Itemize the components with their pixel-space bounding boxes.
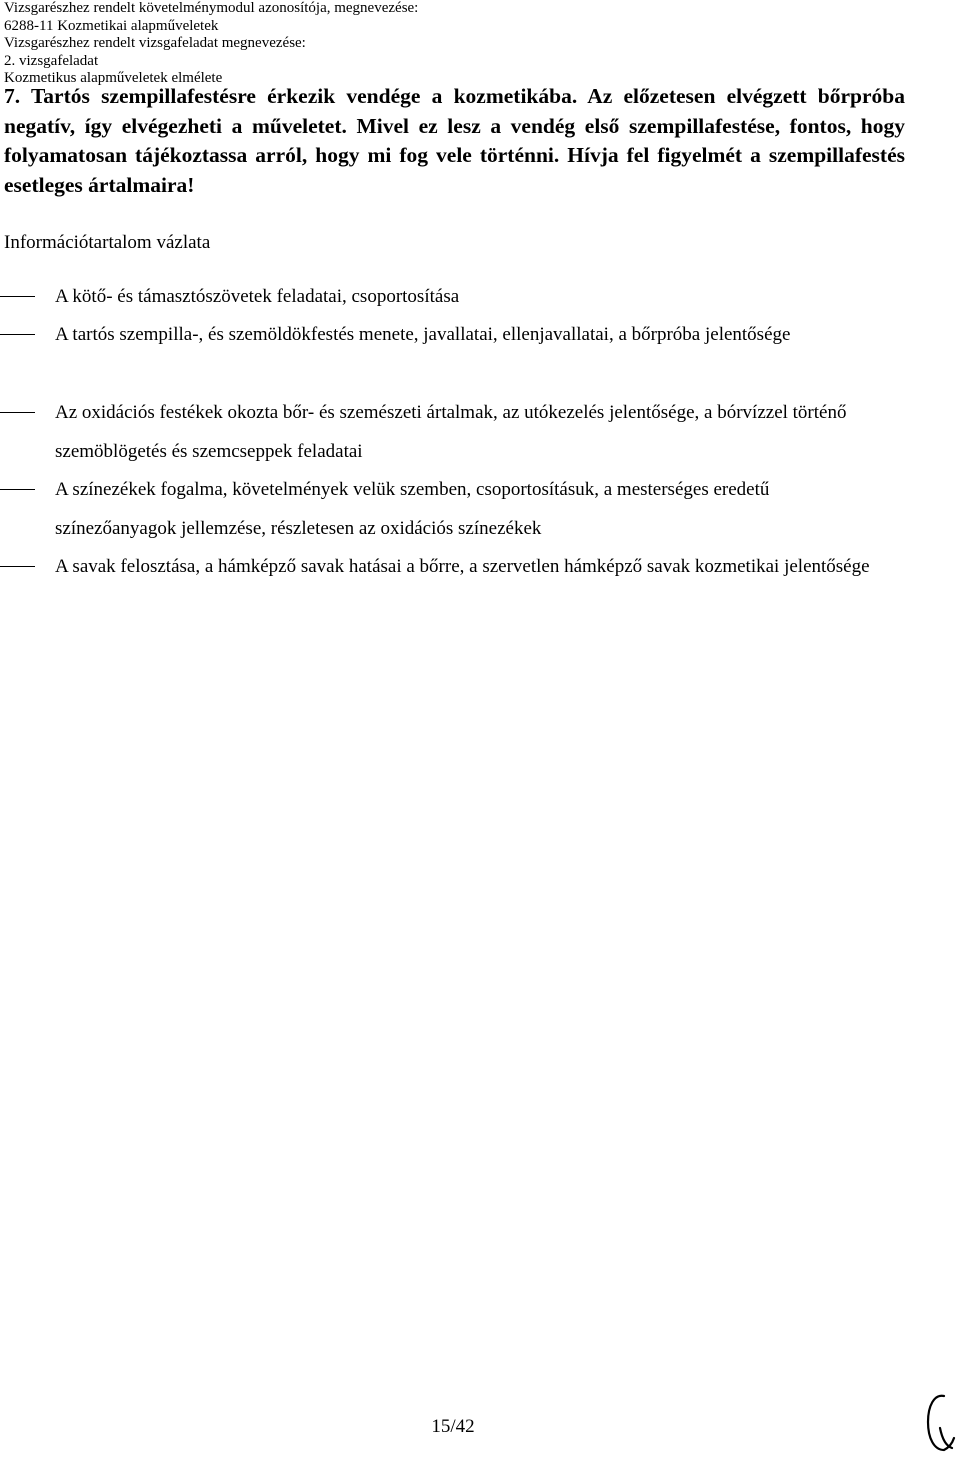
list-item-text: A tartós szempilla-, és szemöldökfestés menete, javallatai, ellenjavallatai, a bőrpróba jelentősége [55,324,791,345]
header-line: Vizsgarészhez rendelt vizsgafeladat megnevezése: [4,35,306,51]
list-item-text: A kötő- és támasztószövetek feladatai, csoportosítása [55,286,460,307]
document-header [4,0,418,88]
dash-bullet [0,334,35,335]
list-item-text: A savak felosztása, a hámképző savak hatásai a bőrre, a szervetlen hámképző savak kozmetikai jelentősége [55,556,870,577]
dash-bullet [0,296,35,297]
list-item-text: A színezékek fogalma, követelmények velük szemben, csoportosításuk, a mesterséges eredetű színezőanyagok jellemzése, részletesen az oxidációs színezékek [55,479,770,539]
list-item [0,547,900,586]
task-statement: 7. Tartós szempillafestésre érkezik vendége a kozmetikába. Az előzetesen elvégzett bőrpróba negatív, így elvégezheti a műveletet. Mivel ez lesz a vendég első szempillafestése, fontos, hogy folyamatosan tájékoztassa arról, hogy mi fog vele történni. Hívja fel figyelmét a szempillafestés esetleges ártalmaira! [4,84,905,197]
list-item-text: Az oxidációs festékek okozta bőr- és szemészeti ártalmak, az utókezelés jelentősége, a bórvízzel történő szemöblögetés és szemcseppek feladatai [55,402,847,462]
page-number: 15/42 [431,1416,475,1437]
list-item [0,315,900,354]
signature-mark [922,1388,958,1458]
section-title: Információtartalom vázlata [4,232,211,253]
dash-bullet [0,489,35,490]
dash-bullet [0,566,35,567]
list-item [0,470,900,548]
list-item [0,277,900,316]
dash-bullet [0,412,35,413]
header-line: 2. vizsgafeladat [4,52,99,69]
header-line: Kozmetikus alapműveletek elmélete [4,70,223,86]
list-item [0,393,900,471]
header-line: Vizsgarészhez rendelt követelménymodul azonosítója, megnevezése: [4,0,419,16]
header-line: 6288-11 Kozmetikai alapműveletek [4,17,219,34]
